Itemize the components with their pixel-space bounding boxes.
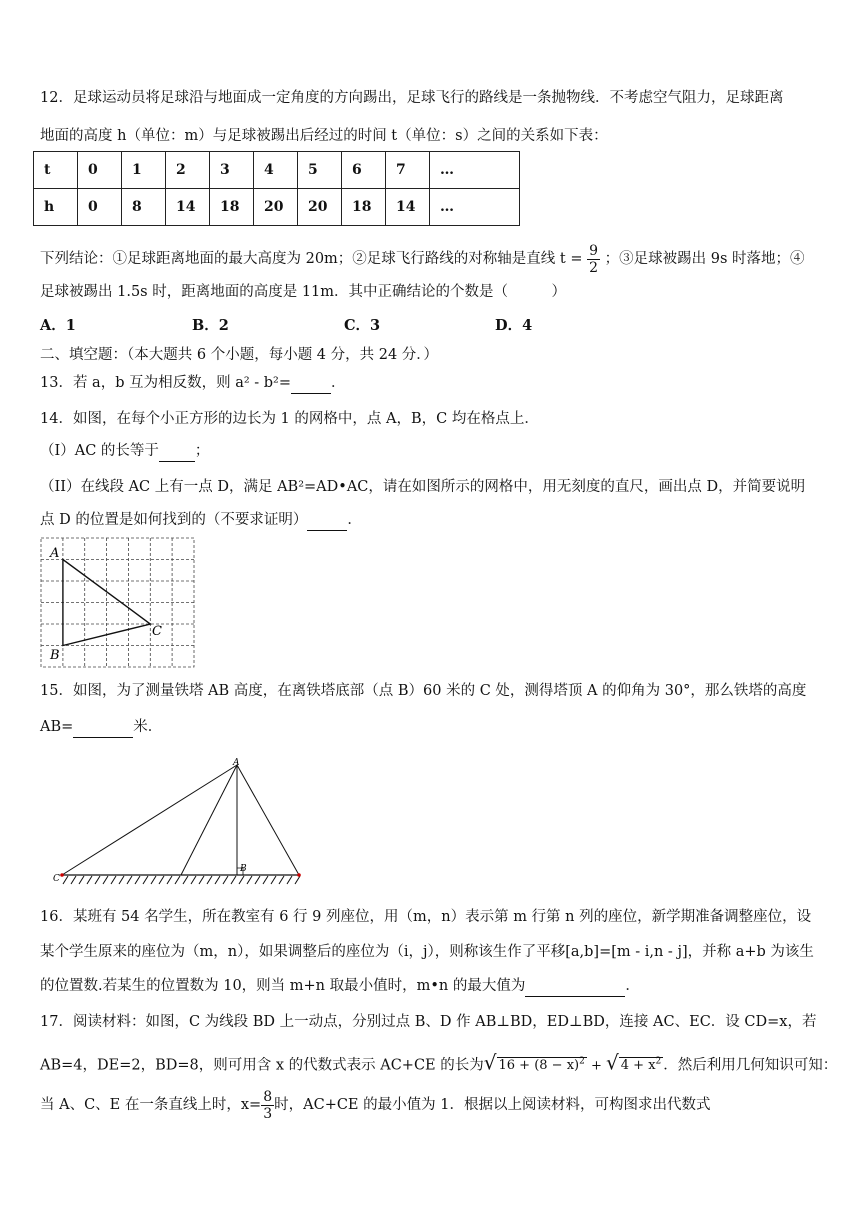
answer-blank xyxy=(159,441,195,462)
table-cell: 8 xyxy=(122,189,166,226)
frac-den: 2 xyxy=(589,259,599,276)
q13-post: ． xyxy=(331,375,346,391)
label-c: C xyxy=(152,624,162,639)
answer-blank xyxy=(525,976,625,997)
table-cell: 20 xyxy=(298,189,342,226)
table-cell: 0 xyxy=(78,189,122,226)
q15-line2 xyxy=(40,717,162,738)
q16-line3 xyxy=(40,976,640,997)
table-cell: 5 xyxy=(298,152,342,189)
label-a: A xyxy=(50,546,60,561)
table-cell: 6 xyxy=(342,152,386,189)
table-cell: 0 xyxy=(78,152,122,189)
grid-figure xyxy=(40,537,196,669)
frac-num: 9 xyxy=(589,242,599,259)
q14-part2-line2 xyxy=(40,510,362,531)
q14-part1-post: ； xyxy=(194,443,210,459)
exponent: 2 xyxy=(655,1057,662,1067)
answer-blank xyxy=(291,373,331,394)
expr-text: 16 + (8 − x) xyxy=(498,1058,580,1074)
q16-line1: 16．某班有 54 名学生，所在教室有 6 行 9 列座位，用（m，n）表示第 m 行第 n 列的座位，新学期准备调整座位，设 xyxy=(40,909,812,925)
q12-line3-b: ；③足球被踢出 9s 时落地；④ xyxy=(604,251,805,267)
q14-part2-text: 点 D 的位置是如何找到的（不要求证明） xyxy=(40,512,308,528)
label-c: C xyxy=(53,874,60,884)
line-left xyxy=(181,765,237,875)
table-cell: t xyxy=(34,152,78,189)
tower-figure xyxy=(50,755,310,890)
q15-text: AB= xyxy=(40,719,74,735)
table-cell: 2 xyxy=(166,152,210,189)
q12-line3 xyxy=(40,240,805,278)
table-cell: 14 xyxy=(386,189,430,226)
table-row-t xyxy=(34,152,520,189)
answer-blank xyxy=(73,717,133,738)
label-b: B xyxy=(240,864,247,874)
fraction-8-3 xyxy=(261,1089,274,1122)
q16-line2: 某个学生原来的座位为（m，n），如果调整后的座位为（i，j），则称该生作了平移[a,b]=[m - i,n - j]，并称 a+b 为该生 xyxy=(40,944,814,960)
table-cell: 7 xyxy=(386,152,430,189)
q12-line4: 足球被踢出 1.5s 时，距离地面的高度是 11m．其中正确结论的个数是（ ） xyxy=(40,284,567,300)
table-cell: 1 xyxy=(122,152,166,189)
q14-part2-post: ． xyxy=(347,512,362,528)
ground-hatching xyxy=(63,876,300,884)
option-c: C．3 xyxy=(344,317,381,334)
q17-line2-a: AB=4，DE=2，BD=8，则可用含 x 的代数式表示 AC+CE 的长为 xyxy=(40,1057,484,1074)
table-cell: 18 xyxy=(210,189,254,226)
q14-part1 xyxy=(40,441,209,462)
exponent: 2 xyxy=(579,1057,585,1067)
q17-line3-a: 当 A、C、E 在一条直线上时，x= xyxy=(40,1097,262,1113)
fraction-9-2 xyxy=(587,243,600,276)
table-cell: 4 xyxy=(254,152,298,189)
q12-line1: 12．足球运动员将足球沿与地面成一定角度的方向踢出，足球飞行的路线是一条抛物线．不考虑空气阻力，足球距离 xyxy=(40,90,784,106)
q17-line3 xyxy=(40,1086,710,1124)
table-cell: h xyxy=(34,189,78,226)
sight-line-ca xyxy=(62,765,237,875)
q17-line2-b: ．然后利用几何知识可知： xyxy=(663,1057,838,1074)
table-cell: 3 xyxy=(210,152,254,189)
q14-part2-line1: （II）在线段 AC 上有一点 D，满足 AB²=AD•AC，请在如图所示的网格中，用无刻度的直尺，画出点 D，并简要说明 xyxy=(40,479,806,495)
q12-line2: 地面的高度 h（单位：m）与足球被踢出后经过的时间 t（单位：s）之间的关系如下表： xyxy=(40,128,608,144)
frac-den: 3 xyxy=(263,1105,273,1122)
point-c xyxy=(60,873,64,877)
answer-blank xyxy=(307,510,347,531)
q14-line1: 14．如图，在每个小正方形的边长为 1 的网格中，点 A，B，C 均在格点上． xyxy=(40,411,539,427)
table-cell: 20 xyxy=(254,189,298,226)
expr-text: 4 + x xyxy=(620,1058,656,1074)
sqrt-expr-2: √ $4 + x^2$ xyxy=(606,1050,662,1075)
line-right xyxy=(237,765,299,875)
table-cell: 18 xyxy=(342,189,386,226)
option-d: D．4 xyxy=(495,317,533,334)
q17-line2 xyxy=(40,1047,837,1081)
table-cell: … xyxy=(430,152,520,189)
grid-lines xyxy=(41,538,194,667)
plus-sign: + xyxy=(586,1058,607,1074)
frac-num: 8 xyxy=(263,1088,273,1105)
table-row-h xyxy=(34,189,520,226)
q14-part1-text: （I）AC 的长等于 xyxy=(40,443,159,459)
option-b: B．2 xyxy=(192,317,229,334)
table-cell: 14 xyxy=(166,189,210,226)
data-table xyxy=(33,151,520,226)
q15-post: 米． xyxy=(133,719,163,735)
label-a: A xyxy=(233,758,240,768)
sqrt-expr-1: √ $16 + (8 - x)^2$ xyxy=(483,1050,585,1075)
option-a: A．1 xyxy=(40,317,76,334)
point-end xyxy=(297,873,301,877)
q12-line3-a: 下列结论：①足球距离地面的最大高度为 20m；②足球飞行路线的对称轴是直线 t = xyxy=(40,251,583,267)
q17-line3-b: 时，AC+CE 的最小值为 1．根据以上阅读材料，可构图求出代数式 xyxy=(274,1097,711,1113)
q17-line1: 17．阅读材料：如图，C 为线段 BD 上一动点，分别过点 B、D 作 AB⊥BD，ED⊥BD，连接 AC、EC．设 CD=x，若 xyxy=(40,1014,817,1030)
q16-text: 的位置数.若某生的位置数为 10，则当 m+n 取最小值时，m•n 的最大值为 xyxy=(40,978,526,994)
q13-text: 13．若 a，b 互为相反数，则 a² - b²= xyxy=(40,375,292,391)
q15-line1: 15．如图，为了测量铁塔 AB 高度，在离铁塔底部（点 B）60 米的 C 处，测得塔顶 A 的仰角为 30°，那么铁塔的高度 xyxy=(40,683,807,699)
q13 xyxy=(40,373,346,394)
table-cell: … xyxy=(430,189,520,226)
section-title: 二、填空题：（本大题共 6 个小题，每小题 4 分，共 24 分．） xyxy=(40,347,439,363)
q16-post: ． xyxy=(625,978,640,994)
label-b: B xyxy=(50,648,60,663)
